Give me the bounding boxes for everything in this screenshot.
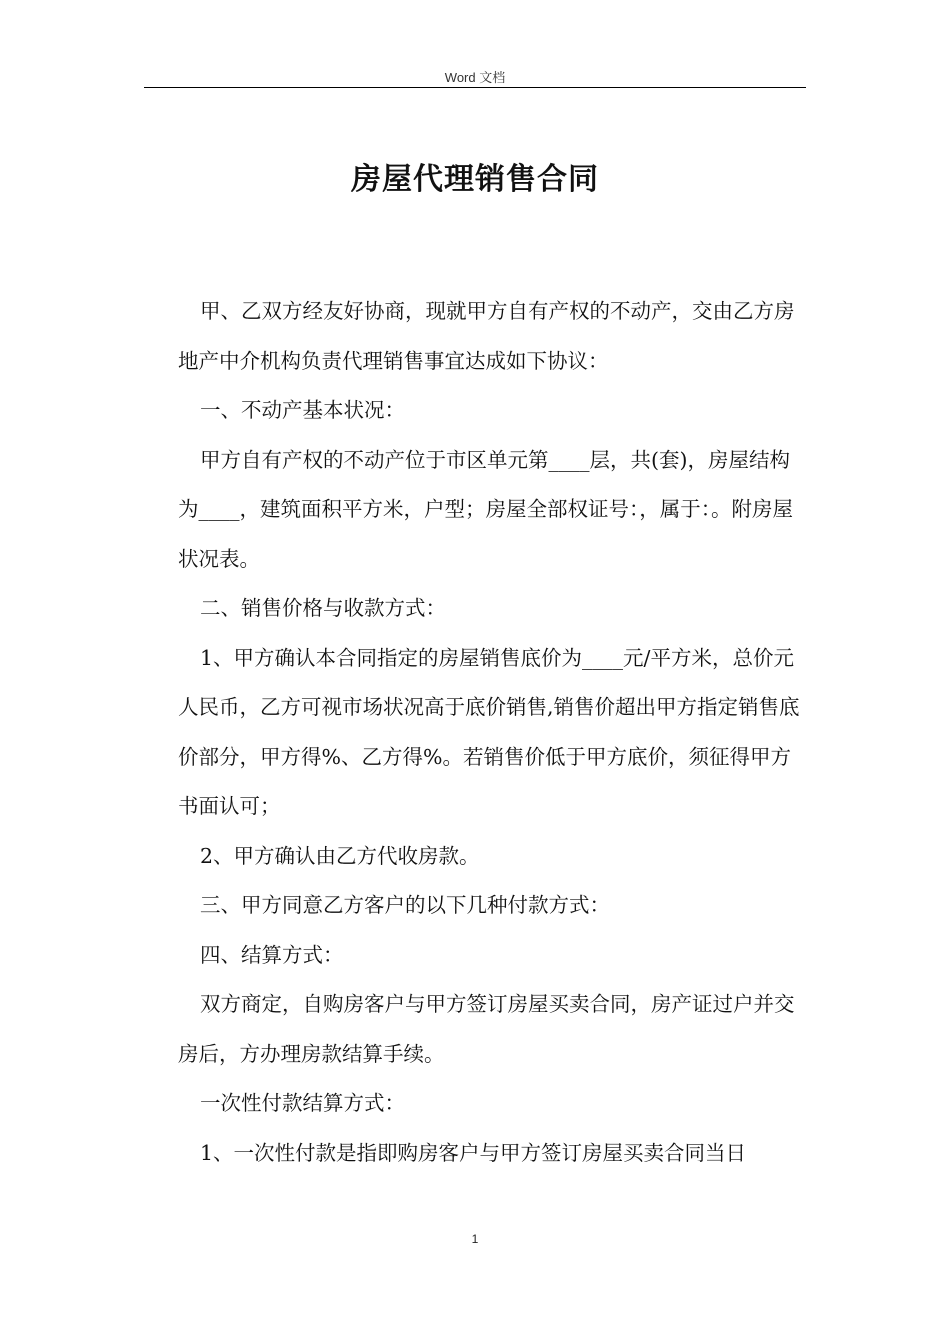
page-number: 1	[471, 1232, 479, 1246]
document-title: 房屋代理销售合同	[351, 162, 599, 197]
paragraph: 1、一次性付款是指即购房客户与甲方签订房屋买卖合同当日	[200, 1140, 747, 1165]
page-header: Word 文档	[444, 70, 506, 85]
section-heading: 三、甲方同意乙方客户的以下几种付款方式：	[200, 893, 610, 917]
paragraph: 甲方自有产权的不动产位于市区单元第____层，共(套)，房屋结构为____，建筑面积平方米，户型；房屋全部权证号：，属于：。附房屋状况表。	[178, 447, 793, 571]
paragraph: 1、甲方确认本合同指定的房屋销售底价为____元/平方米，总价元人民币，乙方可视市场状况高于底价销售,销售价超出甲方指定销售底价部分，甲方得%、乙方得%。若销售价低于甲方底价，须征得甲方书面认可；	[178, 645, 800, 818]
paragraph: 甲、乙双方经友好协商，现就甲方自有产权的不动产，交由乙方房地产中介机构负责代理销售事宜达成如下协议：	[178, 299, 795, 373]
document-body	[178, 287, 800, 1178]
paragraph: 2、甲方确认由乙方代收房款。	[200, 843, 480, 868]
paragraph: 双方商定，自购房客户与甲方签订房屋买卖合同，房产证过户并交房后，方办理房款结算手续。	[178, 992, 795, 1066]
section-heading: 一、不动产基本状况：	[200, 398, 405, 422]
section-heading: 二、销售价格与收款方式：	[200, 596, 446, 620]
section-heading: 四、结算方式：	[200, 942, 344, 967]
header-divider	[144, 87, 806, 88]
subheading: 一次性付款结算方式：	[200, 1091, 405, 1115]
